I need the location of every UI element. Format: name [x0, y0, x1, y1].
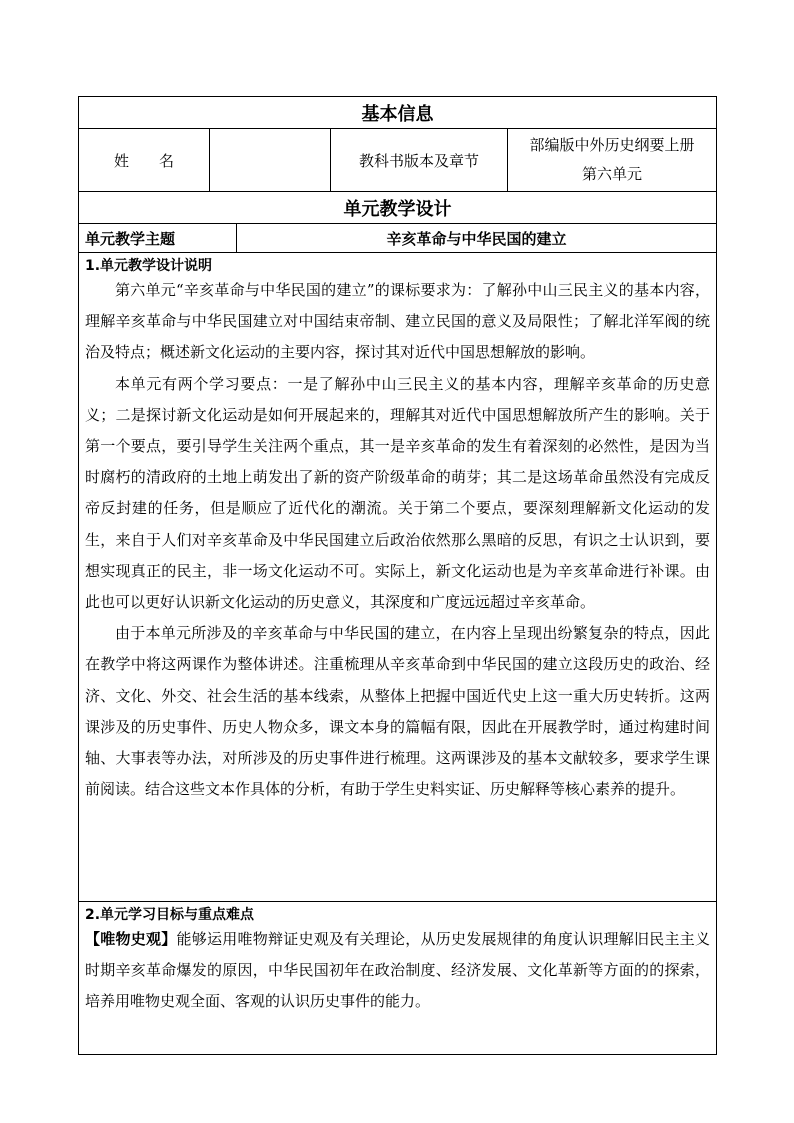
- section2-tag: 【唯物史观】: [85, 930, 177, 948]
- unit-design-row: [79, 192, 717, 224]
- textbook-label: 教科书版本及章节: [331, 129, 508, 192]
- section1-heading: 1.单元教学设计说明: [85, 258, 213, 274]
- section1-row: [79, 253, 717, 902]
- section2-heading: 2.单元学习目标与重点难点: [85, 907, 255, 923]
- section1-paragraph: 第六单元“辛亥革命与中华民国的建立”的课标要求为：了解孙中山三民主义的基本内容，理解辛亥革命与中华民国建立对中国结束帝制、建立民国的意义及局限性；了解北洋军阀的统治及特点；概述新文化运动的主要内容，探讨其对近代中国思想解放的影响。: [85, 281, 711, 362]
- textbook-value-line2: 第六单元: [582, 165, 643, 183]
- name-label: 姓 名: [79, 129, 210, 192]
- section2-text: 能够运用唯物辩证史观及有关理论，从历史发展规律的角度认识理解旧民主主义时期辛亥革命爆发的原因，中华民国初年在政治制度、经济发展、文化革新等方面的的探索，培养用唯物史观全面、客观的认识历史事件的能力。: [85, 930, 711, 1011]
- section1-cell: [79, 253, 717, 902]
- section2-row: [79, 902, 717, 1055]
- theme-label: 单元教学主题: [79, 224, 237, 253]
- section1-paragraph: 由于本单元所涉及的辛亥革命与中华民国的建立，在内容上呈现出纷繁复杂的特点，因此在教学中将这两课作为整体讲述。注重梳理从辛亥革命到中华民国的建立这段历史的政治、经济、文化、外交、社会生活的基本线索，从整体上把握中国近代史上这一重大历史转折。这两课涉及的历史事件、历史人物众多，课文本身的篇幅有限，因此在开展教学时，通过构建时间轴、大事表等办法，对所涉及的历史事件进行梳理。这两课涉及的基本文献较多，要求学生课前阅读。结合这些文本作具体的分析，有助于学生史料实证、历史解释等核心素养的提升。: [85, 624, 711, 799]
- textbook-value-line1: 部编版中外历史纲要上册: [529, 136, 695, 154]
- textbook-value-cell: [508, 129, 717, 192]
- theme-row: [79, 224, 717, 253]
- info-row: [79, 129, 717, 192]
- section2-paragraph: [85, 924, 710, 1018]
- theme-value: 辛亥革命与中华民国的建立: [237, 224, 717, 253]
- unit-design-title: 单元教学设计: [79, 192, 717, 224]
- name-value-cell: [210, 129, 331, 192]
- section2-cell: [79, 902, 717, 1055]
- section1-paragraph: 本单元有两个学习要点：一是了解孙中山三民主义的基本内容，理解辛亥革命的历史意义；二是探讨新文化运动是如何开展起来的，理解其对近代中国思想解放所产生的影响。关于第一个要点，要引导学生关注两个重点，其一是辛亥革命的发生有着深刻的必然性，是因为当时腐朽的清政府的土地上萌发出了新的资产阶级革命的萌芽；其二是这场革命虽然没有完成反帝反封建的任务，但是顺应了近代化的潮流。关于第二个要点，要深刻理解新文化运动的发生，来自于人们对辛亥革命及中华民国建立后政治依然那么黑暗的反思，有识之士认识到，要想实现真正的民主，非一场文化运动不可。实际上，新文化运动也是为辛亥革命进行补课。由此也可以更好认识新文化运动的历史意义，其深度和广度远远超过辛亥革命。: [85, 374, 711, 612]
- basic-info-title: 基本信息: [79, 97, 717, 129]
- basic-info-row: [79, 97, 717, 129]
- lesson-plan-table: [78, 96, 717, 1055]
